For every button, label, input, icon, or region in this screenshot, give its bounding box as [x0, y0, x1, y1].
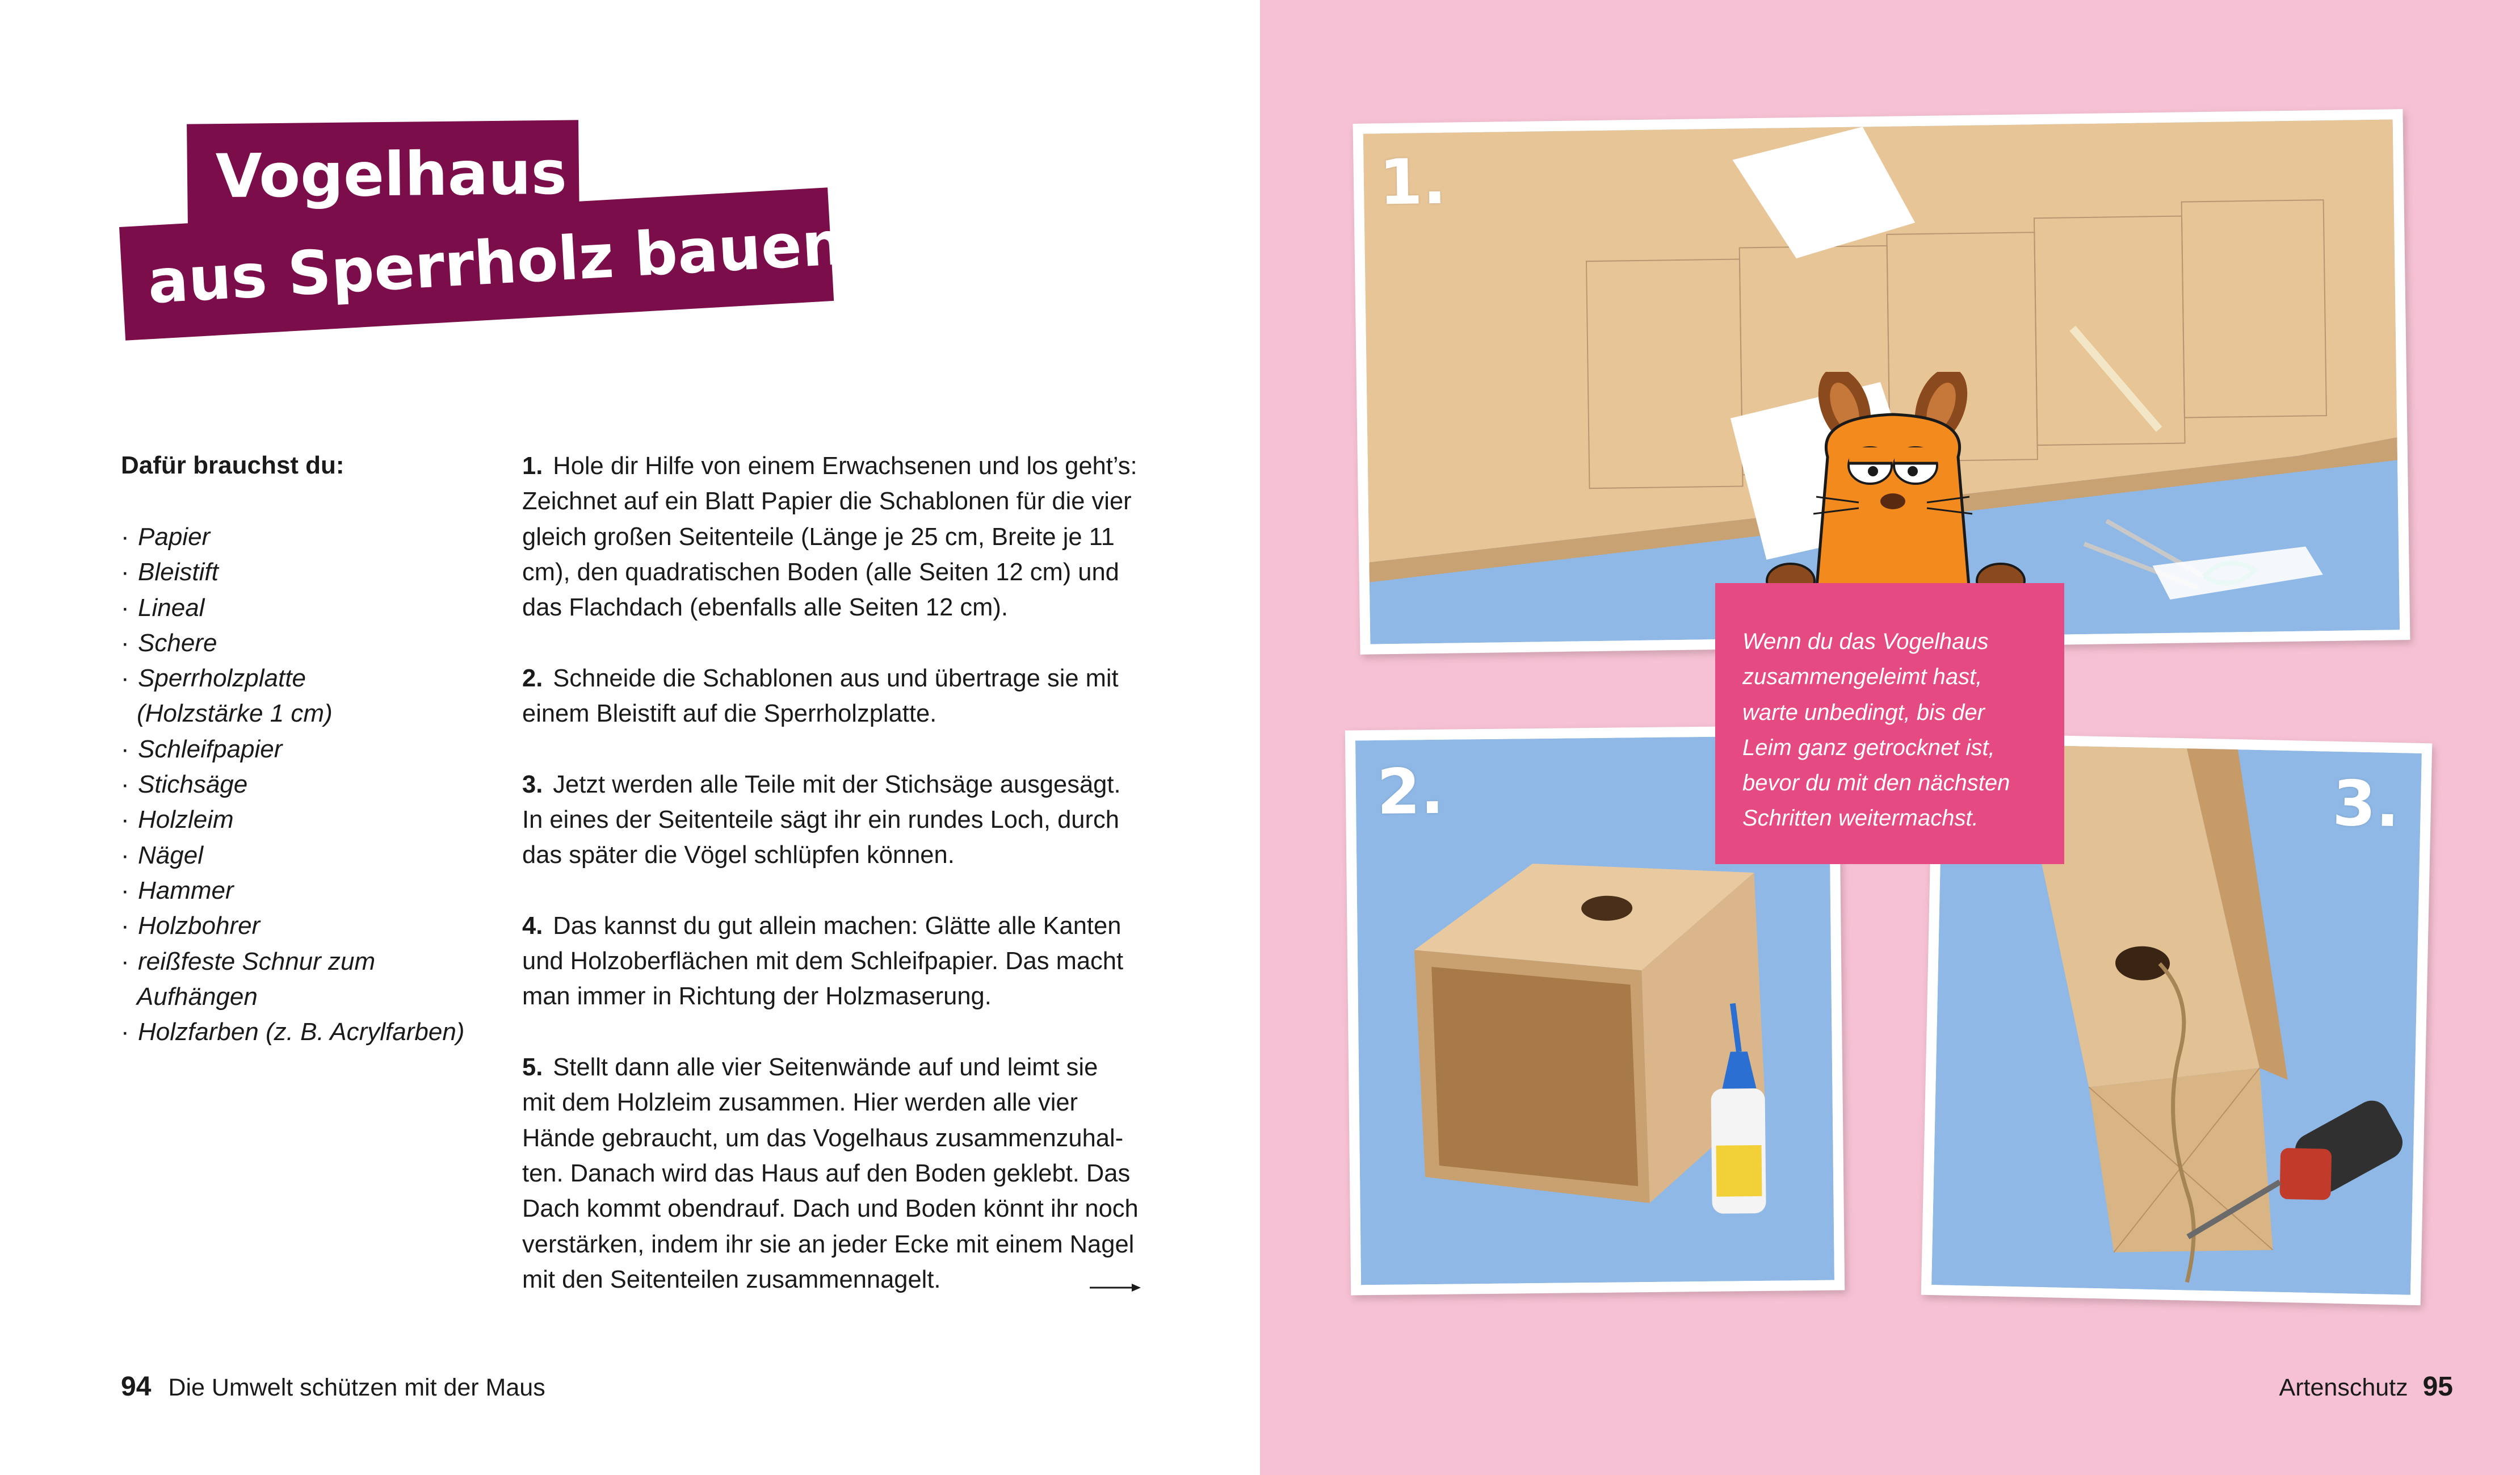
- material-item: · Lineal: [121, 590, 490, 626]
- step-text: Das kannst du gut allein machen: Glätte alle Kanten und Holzoberflächen mit dem Schleifpapier. Das macht man immer in Richtung der Holzmaserung.: [522, 912, 1124, 1011]
- photo-label-3: 3.: [2332, 766, 2401, 841]
- photo-label-1: 1.: [1379, 145, 1447, 219]
- step: [522, 661, 1146, 732]
- step-number: 4.: [522, 912, 543, 940]
- materials-list: [121, 519, 490, 1050]
- materials-heading: Dafür brauchst du:: [121, 451, 345, 479]
- material-item: · Holzleim: [121, 802, 490, 837]
- page-number: 95: [2422, 1372, 2453, 1402]
- step: [522, 908, 1146, 1015]
- step: [522, 1050, 1146, 1297]
- step: [522, 449, 1146, 625]
- material-item: · Nägel: [121, 838, 490, 873]
- step-text: Jetzt werden alle Teile mit der Stichsäge ausgesägt. In eines der Seitenteile sägt ihr ein rundes Loch, durch das später die Vögel schlüpfen können.: [522, 770, 1121, 869]
- running-title: Artenschutz: [2279, 1374, 2408, 1401]
- material-item: · Holzfarben (z. B. Acrylfarben): [121, 1015, 490, 1050]
- material-item: · Schleifpapier: [121, 732, 490, 767]
- instructions: [522, 449, 1146, 1332]
- footer-left: [121, 1371, 545, 1402]
- photo-label-2: 2.: [1376, 755, 1444, 828]
- step-number: 5.: [522, 1054, 543, 1082]
- material-item: · Holzbohrer: [121, 908, 490, 944]
- material-item: · Stichsäge: [121, 767, 490, 802]
- material-item: · Bleistift: [121, 555, 490, 590]
- step-text: Stellt dann alle vier Seitenwände auf und leimt sie mit dem Holzleim zusammen. Hier werden alle vier Hände gebraucht, um das Vogelhaus zusammenzuhal- ten. Danach wird das Haus auf den Boden geklebt. Das Dach kommt obendrauf. Dach und Boden könnt ihr noch verstärken, indem ihr sie an jeder Ecke mit einem Nagel mit den Seitenteilen zusammennagelt.: [522, 1054, 1139, 1293]
- running-title: Die Umwelt schützen mit der Maus: [168, 1374, 545, 1401]
- tip-box: Wenn du das Vogelhaus zusammengeleimt hast, warte unbedingt, bis der Leim ganz getrocknet ist, bevor du mit den nächsten Schritten weitermachst.: [1715, 583, 2064, 864]
- step-text: Hole dir Hilfe von einem Erwachsenen und los geht’s: Zeichnet auf ein Blatt Papier die Schablonen für die vier gleich großen Seitenteile (Länge je 25 cm, Breite je 11 cm), den quadratischen Boden (alle Seiten 12 cm) und das Flachdach (ebenfalls alle Seiten 12 cm).: [522, 452, 1137, 622]
- step-number: 3.: [522, 770, 543, 798]
- material-item: · Schere: [121, 626, 490, 661]
- mouse-character-icon: [1765, 372, 2026, 593]
- material-item: · Papier: [121, 519, 490, 555]
- title-line-2: aus Sperrholz bauen: [119, 187, 834, 340]
- material-item: · Sperrholzplatte (Holzstärke 1 cm): [121, 661, 490, 732]
- step-number: 1.: [522, 452, 543, 480]
- material-item-note: (Holzstärke 1 cm): [137, 699, 333, 728]
- material-item: · Hammer: [121, 873, 490, 908]
- page-number: 94: [121, 1372, 152, 1402]
- step-number: 2.: [522, 664, 543, 692]
- footer-right: [2279, 1371, 2453, 1402]
- material-item-note: Aufhängen: [137, 982, 258, 1011]
- step-text: Schneide die Schablonen aus und übertrage sie mit einem Bleistift auf die Sperrholzplatte.: [522, 664, 1119, 728]
- step: [522, 767, 1146, 873]
- continue-arrow-icon: [1090, 1279, 1141, 1296]
- material-item: · reißfeste Schnur zum Aufhängen: [121, 944, 490, 1015]
- title-line-1: Vogelhaus: [187, 120, 579, 229]
